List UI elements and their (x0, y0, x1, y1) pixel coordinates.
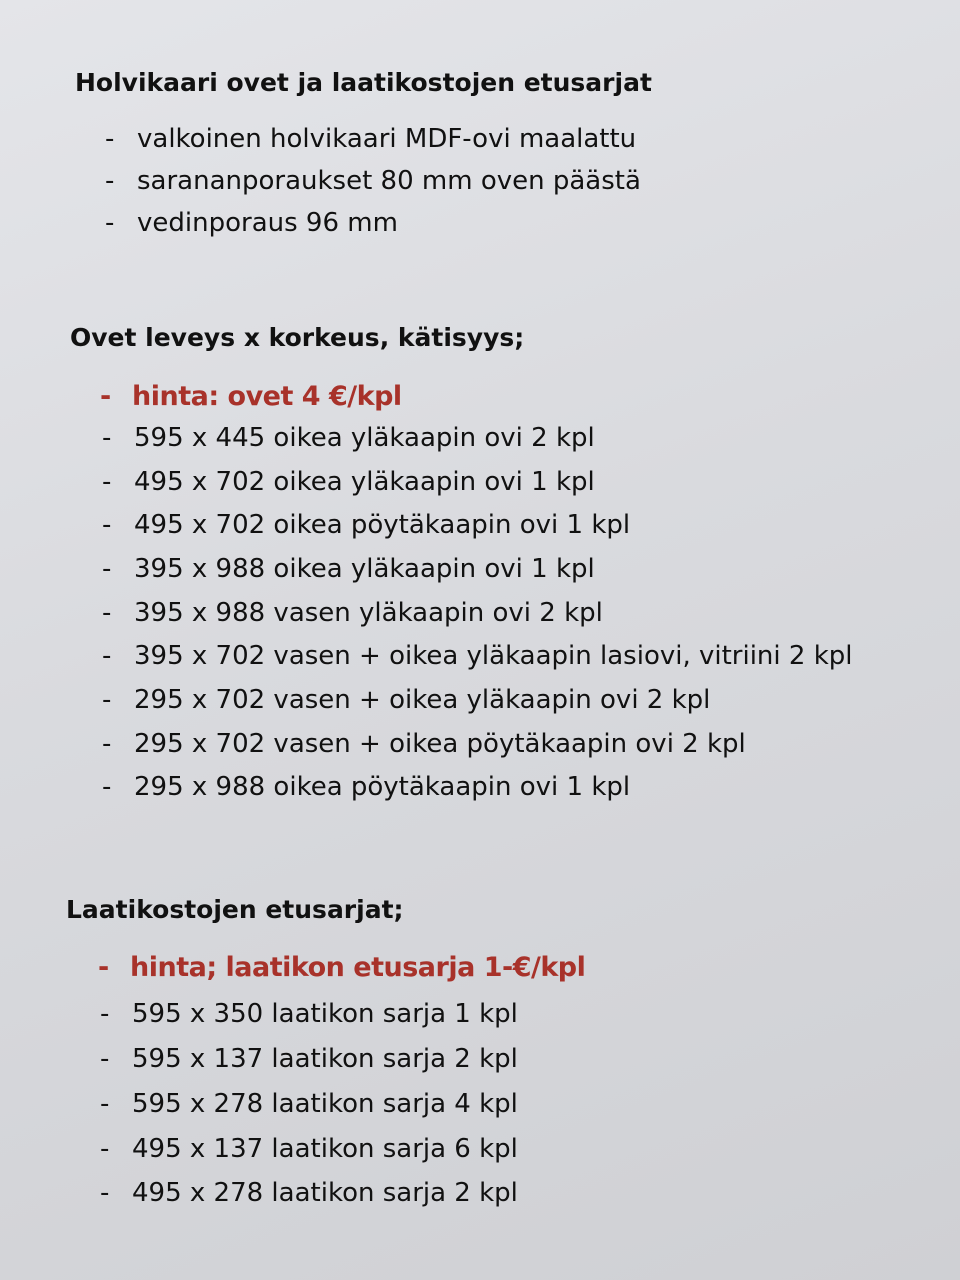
item-text: 495 x 137 laatikon sarja 6 kpl (132, 1134, 518, 1164)
bullet: - (102, 423, 112, 453)
bullet: - (102, 554, 112, 584)
item-text: 595 x 445 oikea yläkaapin ovi 2 kpl (134, 423, 595, 453)
bullet: - (105, 208, 115, 238)
section-heading: Holvikaari ovet ja laatikostojen etusarjat (75, 68, 652, 97)
item-text: vedinporaus 96 mm (137, 208, 398, 238)
item-text: 595 x 137 laatikon sarja 2 kpl (132, 1044, 518, 1074)
item-text: 295 x 702 vasen + oikea pöytäkaapin ovi 2 kpl (134, 729, 746, 759)
item-text: valkoinen holvikaari MDF-ovi maalattu (137, 124, 637, 154)
item-text: 395 x 988 oikea yläkaapin ovi 1 kpl (134, 554, 595, 584)
item-text: hinta; laatikon etusarja 1-€/kpl (130, 952, 586, 983)
section-heading: Laatikostojen etusarjat; (66, 895, 404, 924)
item-text: 295 x 988 oikea pöytäkaapin ovi 1 kpl (134, 772, 631, 802)
bullet: - (105, 124, 115, 154)
item-text: 495 x 278 laatikon sarja 2 kpl (132, 1178, 518, 1208)
bullet: - (102, 641, 112, 671)
item-text: 395 x 988 vasen yläkaapin ovi 2 kpl (134, 598, 603, 628)
bullet: - (100, 999, 110, 1029)
item-text: sarananporaukset 80 mm oven päästä (137, 166, 641, 196)
bullet: - (102, 729, 112, 759)
item-text: hinta: ovet 4 €/kpl (132, 381, 402, 412)
bullet: - (102, 772, 112, 802)
section-heading: Ovet leveys x korkeus, kätisyys; (70, 323, 525, 352)
item-text: 395 x 702 vasen + oikea yläkaapin lasiovi, vitriini 2 kpl (134, 641, 853, 671)
item-text: 595 x 350 laatikon sarja 1 kpl (132, 999, 518, 1029)
bullet: - (100, 381, 111, 412)
bullet: - (100, 1044, 110, 1074)
bullet: - (102, 598, 112, 628)
bullet: - (100, 1089, 110, 1119)
bullet: - (105, 166, 115, 196)
item-text: 295 x 702 vasen + oikea yläkaapin ovi 2 kpl (134, 685, 711, 715)
bullet: - (100, 1178, 110, 1208)
bullet: - (102, 467, 112, 497)
bullet: - (98, 952, 109, 983)
item-text: 495 x 702 oikea pöytäkaapin ovi 1 kpl (134, 510, 631, 540)
item-text: 595 x 278 laatikon sarja 4 kpl (132, 1089, 518, 1119)
bullet: - (100, 1134, 110, 1164)
bullet: - (102, 510, 112, 540)
item-text: 495 x 702 oikea yläkaapin ovi 1 kpl (134, 467, 595, 497)
bullet: - (102, 685, 112, 715)
